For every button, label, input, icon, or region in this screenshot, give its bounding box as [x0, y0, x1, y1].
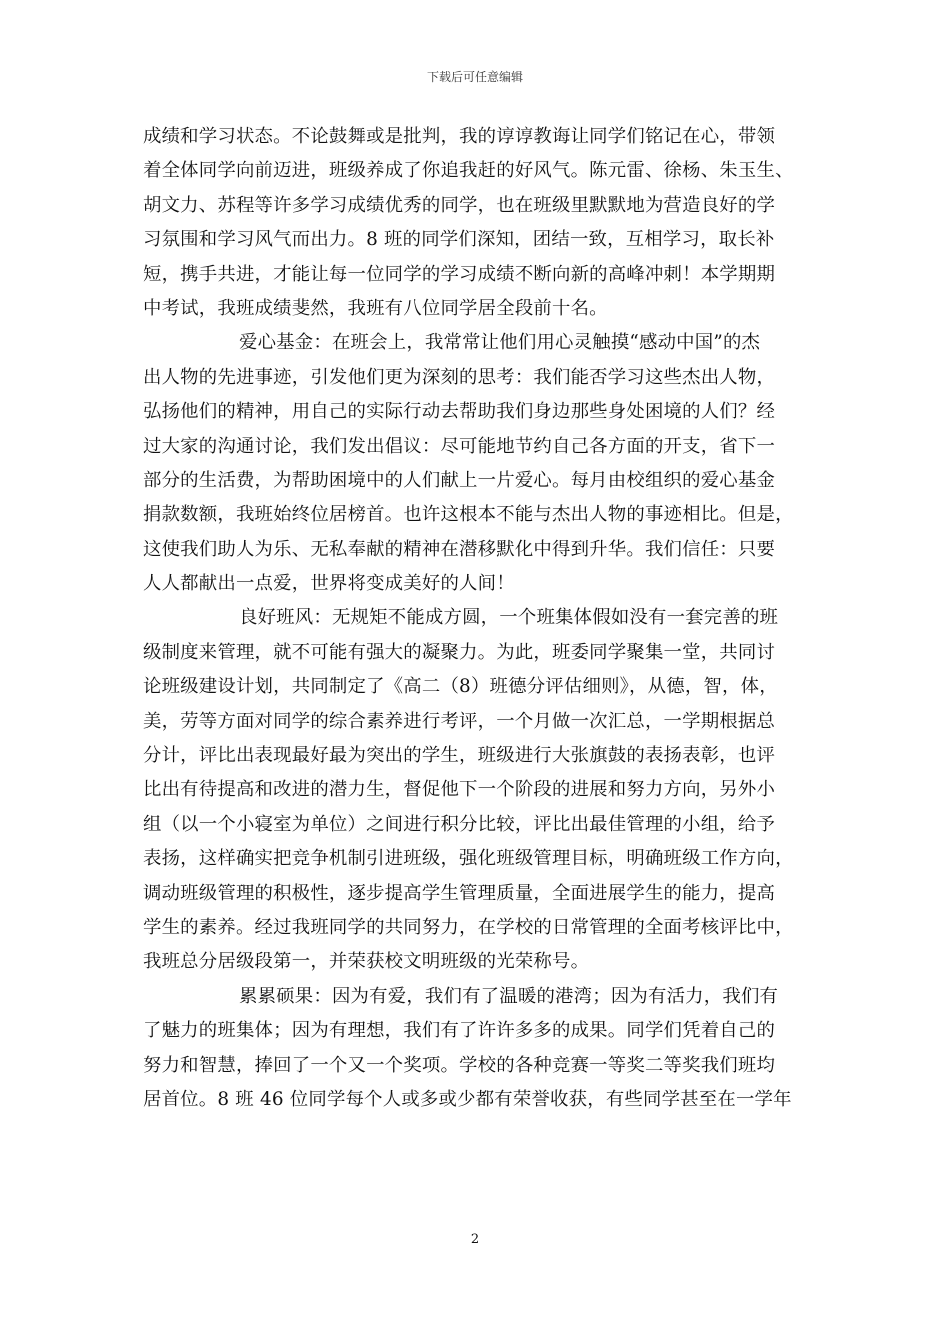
text-line: 部分的生活费，为帮助困境中的人们献上一片爱心。每月由校组织的爱心基金 [143, 469, 776, 491]
text-line: 这使我们助人为乐、无私奉献的精神在潜移默化中得到升华。我们信任：只要 [143, 538, 776, 560]
text-line: 美，劳等方面对同学的综合素养进行考评，一个月做一次汇总，一学期根据总 [143, 710, 776, 732]
text-line: 调动班级管理的积极性，逐步提高学生管理质量，全面进展学生的能力，提高 [143, 882, 776, 904]
document-body [143, 120, 815, 1117]
text-line: 级制度来管理，就不可能有强大的凝聚力。为此，班委同学聚集一堂，共同讨 [143, 641, 776, 663]
text-line: 胡文力、苏程等许多学习成绩优秀的同学，也在班级里默默地为营造良好的学 [143, 194, 776, 216]
page-header: 下载后可任意编辑 [426, 70, 523, 84]
text-line: 了魅力的班集体；因为有理想，我们有了许许多多的成果。同学们凭着自己的 [143, 1020, 776, 1042]
text-line: 论班级建设计划，共同制定了《高二（8）班德分评估细则》，从德，智，体， [143, 676, 778, 698]
text-line: 出人物的先进事迹，引发他们更为深刻的思考：我们能否学习这些杰出人物， [143, 366, 776, 388]
text-line: 习氛围和学习风气而出力。8 班的同学们深知，团结一致，互相学习，取长补 [143, 229, 775, 251]
text-line: 爱心基金：在班会上，我常常让他们用心灵触摸“感动中国”的杰 [239, 332, 761, 354]
text-line: 成绩和学习状态。不论鼓舞或是批判，我的谆谆教诲让同学们铭记在心，带领 [143, 126, 776, 147]
paragraph-achievements [143, 980, 815, 1118]
paragraph-class-discipline [143, 601, 815, 979]
page-number: 2 [470, 1232, 480, 1247]
text-line: 表扬，这样确实把竞争机制引进班级，强化班级管理目标，明确班级工作方向， [143, 848, 794, 870]
text-line: 累累硕果：因为有爱，我们有了温暖的港湾；因为有活力，我们有 [239, 985, 779, 1007]
text-line: 分计，评比出表现最好最为突出的学生，班级进行大张旗鼓的表扬表彰，也评 [143, 745, 776, 767]
text-line: 短，携手共进，才能让每一位同学的学习成绩不断向新的高峰冲刺！本学期期 [143, 263, 776, 285]
text-line: 捐款数额，我班始终位居榜首。也许这根本不能与杰出人物的事迹相比。但是， [143, 504, 794, 526]
text-line: 我班总分居级段第一，并荣获校文明班级的光荣称号。 [143, 951, 590, 973]
paragraph-charity-fund [143, 326, 815, 601]
text-line: 努力和智慧，捧回了一个又一个奖项。学校的各种竞赛一等奖二等奖我们班均 [143, 1054, 776, 1076]
text-line: 比出有待提高和改进的潜力生，督促他下一个阶段的进展和努力方向，另外小 [143, 779, 776, 801]
text-line: 过大家的沟通讨论，我们发出倡议：尽可能地节约自己各方面的开支，省下一 [143, 435, 776, 457]
paragraph-academic [143, 120, 815, 326]
text-line: 弘扬他们的精神，用自己的实际行动去帮助我们身边那些身处困境的人们？经 [143, 401, 776, 423]
text-line: 人人都献出一点爱，世界将变成美好的人间！ [143, 573, 515, 595]
text-line: 中考试，我班成绩斐然，我班有八位同学居全段前十名。 [143, 297, 608, 319]
text-line: 学生的素养。经过我班同学的共同努力，在学校的日常管理的全面考核评比中， [143, 916, 794, 938]
text-line: 着全体同学向前迈进，班级养成了你追我赶的好风气。陈元雷、徐杨、朱玉生、 [143, 160, 794, 182]
text-line: 居首位。8 班 46 位同学每个人或多或少都有荣誉收获，有些同学甚至在一学年 [143, 1088, 792, 1110]
text-line: 良好班风：无规矩不能成方圆，一个班集体假如没有一套完善的班 [239, 607, 779, 629]
text-line: 组（以一个小寝室为单位）之间进行积分比较，评比出最佳管理的小组，给予 [143, 813, 776, 835]
